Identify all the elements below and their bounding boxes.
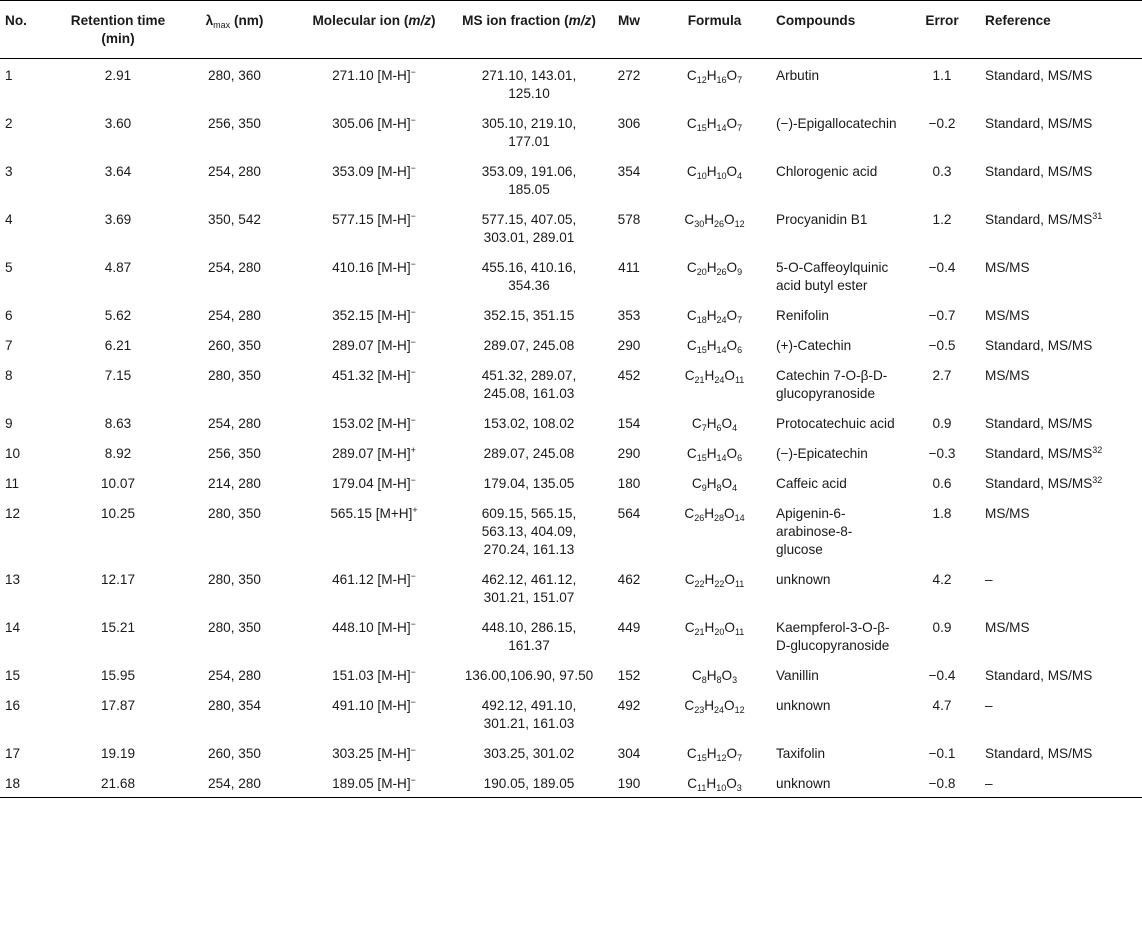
cell-retention-time: 21.68 — [100, 776, 136, 791]
cell-formula: $C_9H_8O_4$ — [691, 476, 738, 493]
cell-no: 2 — [5, 116, 13, 131]
cell-mw: 354 — [617, 164, 641, 179]
cell-mw: 272 — [617, 68, 641, 83]
table-row — [0, 407, 1142, 437]
cell-retention-time: 8.92 — [104, 446, 132, 461]
cell-mw: 154 — [617, 416, 641, 431]
cell-retention-time: 17.87 — [100, 698, 136, 713]
cell-lambda-max: 256, 350 — [208, 116, 261, 131]
cell-retention-time: 2.91 — [104, 68, 132, 83]
cell-mw: 462 — [617, 572, 641, 587]
cell-formula: $C_{15}H_{12}O_7$ — [686, 746, 743, 763]
cell-compound: Kaempferol-3-O-β-D-glucopyranoside — [776, 620, 890, 653]
cell-error: 2.7 — [932, 368, 952, 383]
cell-mw: 180 — [617, 476, 641, 491]
cell-retention-time: 5.62 — [104, 308, 132, 323]
cell-no: 16 — [5, 698, 21, 713]
cell-error: −0.1 — [928, 746, 956, 761]
cell-error: −0.7 — [928, 308, 956, 323]
cell-no: 18 — [5, 776, 21, 791]
cell-retention-time: 10.25 — [100, 506, 136, 521]
cell-lambda-max: 254, 280 — [208, 164, 261, 179]
cell-lambda-max: 260, 350 — [208, 338, 261, 353]
cell-no: 4 — [5, 212, 13, 227]
cell-error: 0.6 — [932, 476, 952, 491]
cell-formula: $C_{12}H_{16}O_7$ — [686, 68, 743, 85]
cell-ms-fraction: 136.00,106.90, 97.50 — [464, 668, 594, 683]
cell-retention-time: 8.63 — [104, 416, 132, 431]
cell-reference: MS/MS — [985, 506, 1030, 521]
cell-reference: Standard, MS/MS — [985, 68, 1093, 83]
cell-lambda-max: 350, 542 — [208, 212, 261, 227]
cell-error: −0.4 — [928, 260, 956, 275]
cell-reference: Standard, MS/MS — [985, 338, 1093, 353]
cell-retention-time: 4.87 — [104, 260, 132, 275]
table-row — [0, 251, 1142, 299]
cell-reference: Standard, MS/MS — [985, 116, 1093, 131]
cell-molecular-ion: 303.25 [M-H]− — [332, 745, 416, 761]
cell-lambda-max: 254, 280 — [208, 260, 261, 275]
cell-compound: Chlorogenic acid — [776, 164, 878, 179]
cell-compound: Renifolin — [776, 308, 829, 323]
cell-retention-time: 10.07 — [100, 476, 136, 491]
cell-error: 4.2 — [932, 572, 952, 587]
column-header: Mw — [618, 13, 640, 28]
cell-molecular-ion: 577.15 [M-H]− — [332, 211, 416, 227]
cell-molecular-ion: 151.03 [M-H]− — [332, 667, 416, 683]
column-header: Retention time (min) — [70, 13, 166, 46]
cell-error: −0.8 — [928, 776, 956, 791]
cell-ms-fraction: 190.05, 189.05 — [483, 776, 575, 791]
column-header: Molecular ion (m/z) — [312, 13, 436, 28]
cell-mw: 492 — [617, 698, 641, 713]
cell-formula: $C_{11}H_{10}O_3$ — [687, 776, 742, 793]
table-row — [0, 107, 1142, 155]
cell-mw: 564 — [617, 506, 641, 521]
cell-formula: $C_{22}H_{22}O_{11}$ — [684, 572, 745, 589]
cell-lambda-max: 254, 280 — [208, 308, 261, 323]
cell-error: −0.5 — [928, 338, 956, 353]
cell-mw: 411 — [618, 260, 640, 275]
cell-retention-time: 19.19 — [100, 746, 136, 761]
cell-retention-time: 3.64 — [104, 164, 132, 179]
column-header: Compounds — [776, 13, 856, 28]
cell-mw: 152 — [617, 668, 641, 683]
table-row — [0, 155, 1142, 203]
cell-compound: Procyanidin B1 — [776, 212, 868, 227]
cell-molecular-ion: 179.04 [M-H]− — [332, 475, 416, 491]
cell-error: 0.9 — [932, 620, 952, 635]
table-row — [0, 497, 1142, 563]
cell-formula: $C_{21}H_{24}O_{11}$ — [684, 368, 745, 385]
table-row — [0, 299, 1142, 329]
cell-mw: 578 — [617, 212, 641, 227]
cell-formula: $C_{15}H_{14}O_6$ — [686, 446, 743, 463]
cell-error: −0.3 — [928, 446, 956, 461]
cell-compound: Apigenin-6-arabinose-8-glucose — [776, 506, 853, 557]
cell-reference: Standard, MS/MS — [985, 668, 1093, 683]
cell-retention-time: 7.15 — [104, 368, 132, 383]
cell-mw: 353 — [617, 308, 641, 323]
cell-ms-fraction: 462.12, 461.12, 301.21, 151.07 — [481, 572, 577, 605]
cell-compound: Vanillin — [776, 668, 819, 683]
cell-mw: 452 — [617, 368, 641, 383]
cell-no: 14 — [5, 620, 21, 635]
table-row — [0, 659, 1142, 689]
cell-molecular-ion: 461.12 [M-H]− — [332, 571, 416, 587]
table-header — [0, 1, 1142, 59]
cell-ms-fraction: 271.10, 143.01, 125.10 — [481, 68, 577, 101]
cell-mw: 290 — [617, 338, 641, 353]
table-row — [0, 611, 1142, 659]
cell-error: 1.8 — [932, 506, 952, 521]
cell-formula: $C_7H_6O_4$ — [691, 416, 738, 433]
cell-molecular-ion: 491.10 [M-H]− — [332, 697, 416, 713]
cell-molecular-ion: 565.15 [M+H]+ — [330, 505, 418, 521]
cell-reference: – — [985, 698, 993, 713]
header-row — [0, 1, 1142, 59]
cell-compound: Arbutin — [776, 68, 820, 83]
cell-lambda-max: 280, 360 — [208, 68, 261, 83]
cell-mw: 304 — [617, 746, 641, 761]
cell-lambda-max: 254, 280 — [208, 776, 261, 791]
cell-no: 11 — [5, 476, 20, 491]
cell-reference: Standard, MS/MS — [985, 164, 1093, 179]
column-header: $\lambda_{max}$ (nm) — [205, 13, 264, 30]
cell-ms-fraction: 577.15, 407.05, 303.01, 289.01 — [481, 212, 577, 245]
cell-compound: Protocatechuic acid — [776, 416, 895, 431]
cell-ms-fraction: 353.09, 191.06, 185.05 — [481, 164, 577, 197]
cell-molecular-ion: 271.10 [M-H]− — [332, 67, 416, 83]
cell-no: 6 — [5, 308, 13, 323]
cell-molecular-ion: 448.10 [M-H]− — [332, 619, 416, 635]
cell-molecular-ion: 353.09 [M-H]− — [332, 163, 416, 179]
column-header: Reference — [985, 13, 1051, 28]
cell-reference: Standard, MS/MS — [985, 746, 1093, 761]
cell-lambda-max: 254, 280 — [208, 416, 261, 431]
cell-lambda-max: 214, 280 — [208, 476, 261, 491]
cell-formula: $C_{21}H_{20}O_{11}$ — [684, 620, 745, 637]
table-row — [0, 563, 1142, 611]
table-row — [0, 437, 1142, 467]
cell-no: 9 — [5, 416, 13, 431]
cell-reference: Standard, MS/MS$^{31}$ — [985, 211, 1103, 227]
table-body — [0, 59, 1142, 798]
cell-mw: 190 — [617, 776, 641, 791]
cell-mw: 449 — [617, 620, 641, 635]
cell-ms-fraction: 289.07, 245.08 — [483, 338, 575, 353]
cell-ms-fraction: 305.10, 219.10, 177.01 — [481, 116, 577, 149]
cell-compound: (−)-Epicatechin — [776, 446, 868, 461]
cell-no: 7 — [5, 338, 13, 353]
cell-lambda-max: 280, 350 — [208, 572, 261, 587]
cell-reference: MS/MS — [985, 308, 1030, 323]
cell-formula: $C_{10}H_{10}O_4$ — [686, 164, 743, 181]
cell-ms-fraction: 153.02, 108.02 — [483, 416, 575, 431]
cell-error: −0.4 — [928, 668, 956, 683]
cell-reference: MS/MS — [985, 620, 1030, 635]
table-row — [0, 203, 1142, 251]
cell-compound: 5-O-Caffeoylquinic acid butyl ester — [776, 260, 889, 293]
cell-molecular-ion: 305.06 [M-H]− — [332, 115, 416, 131]
cell-retention-time: 15.21 — [100, 620, 136, 635]
column-header: MS ion fraction (m/z) — [462, 13, 596, 28]
cell-formula: $C_{30}H_{26}O_{12}$ — [684, 212, 745, 229]
cell-mw: 306 — [617, 116, 641, 131]
cell-ms-fraction: 451.32, 289.07, 245.08, 161.03 — [481, 368, 577, 401]
cell-molecular-ion: 410.16 [M-H]− — [332, 259, 416, 275]
cell-lambda-max: 280, 350 — [208, 368, 261, 383]
cell-ms-fraction: 303.25, 301.02 — [483, 746, 575, 761]
cell-no: 15 — [5, 668, 21, 683]
cell-compound: Taxifolin — [776, 746, 826, 761]
cell-retention-time: 12.17 — [100, 572, 136, 587]
cell-molecular-ion: 289.07 [M-H]+ — [332, 445, 416, 461]
cell-no: 12 — [5, 506, 21, 521]
cell-reference: – — [985, 572, 993, 587]
cell-molecular-ion: 289.07 [M-H]− — [332, 337, 416, 353]
cell-compound: unknown — [776, 698, 831, 713]
cell-compound: Catechin 7-O-β-D-glucopyranoside — [776, 368, 888, 401]
cell-ms-fraction: 448.10, 286.15, 161.37 — [481, 620, 577, 653]
cell-error: 1.2 — [932, 212, 952, 227]
cell-ms-fraction: 352.15, 351.15 — [483, 308, 575, 323]
cell-error: −0.2 — [928, 116, 956, 131]
cell-no: 1 — [5, 68, 13, 83]
table-row — [0, 359, 1142, 407]
cell-error: 1.1 — [932, 68, 952, 83]
cell-compound: (−)-Epigallocatechin — [776, 116, 897, 131]
cell-ms-fraction: 609.15, 565.15, 563.13, 404.09, 270.24, 161.13 — [481, 506, 577, 557]
cell-reference: Standard, MS/MS$^{32}$ — [985, 445, 1103, 461]
cell-retention-time: 3.60 — [104, 116, 132, 131]
table-row — [0, 467, 1142, 497]
cell-molecular-ion: 153.02 [M-H]− — [332, 415, 416, 431]
cell-compound: (+)-Catechin — [776, 338, 852, 353]
cell-formula: $C_8H_8O_3$ — [691, 668, 738, 685]
cell-compound: Caffeic acid — [776, 476, 847, 491]
column-header: No. — [5, 13, 27, 28]
table-row — [0, 59, 1142, 108]
cell-formula: $C_{23}H_{24}O_{12}$ — [684, 698, 745, 715]
cell-no: 10 — [5, 446, 21, 461]
cell-ms-fraction: 289.07, 245.08 — [483, 446, 575, 461]
cell-lambda-max: 280, 350 — [208, 620, 261, 635]
column-header: Error — [925, 13, 959, 28]
cell-compound: unknown — [776, 572, 831, 587]
table-row — [0, 329, 1142, 359]
cell-formula: $C_{18}H_{24}O_7$ — [686, 308, 743, 325]
cell-no: 17 — [5, 746, 21, 761]
cell-ms-fraction: 179.04, 135.05 — [483, 476, 575, 491]
cell-lambda-max: 260, 350 — [208, 746, 261, 761]
column-header: Formula — [687, 13, 742, 28]
cell-reference: Standard, MS/MS$^{32}$ — [985, 475, 1103, 491]
cell-no: 13 — [5, 572, 21, 587]
cell-formula: $C_{26}H_{28}O_{14}$ — [684, 506, 745, 523]
table-row — [0, 767, 1142, 798]
cell-molecular-ion: 451.32 [M-H]− — [332, 367, 416, 383]
cell-no: 8 — [5, 368, 13, 383]
cell-molecular-ion: 189.05 [M-H]− — [332, 775, 416, 791]
cell-compound: unknown — [776, 776, 831, 791]
cell-reference: – — [985, 776, 993, 791]
cell-reference: MS/MS — [985, 368, 1030, 383]
cell-reference: MS/MS — [985, 260, 1030, 275]
cell-lambda-max: 254, 280 — [208, 668, 261, 683]
cell-lambda-max: 280, 350 — [208, 506, 261, 521]
cell-formula: $C_{20}H_{26}O_9$ — [686, 260, 743, 277]
cell-retention-time: 6.21 — [104, 338, 132, 353]
table-row — [0, 737, 1142, 767]
cell-mw: 290 — [617, 446, 641, 461]
cell-retention-time: 3.69 — [104, 212, 132, 227]
table-row — [0, 689, 1142, 737]
cell-molecular-ion: 352.15 [M-H]− — [332, 307, 416, 323]
cell-error: 0.9 — [932, 416, 952, 431]
cell-ms-fraction: 492.12, 491.10, 301.21, 161.03 — [481, 698, 577, 731]
cell-retention-time: 15.95 — [100, 668, 136, 683]
cell-lambda-max: 256, 350 — [208, 446, 261, 461]
cell-formula: $C_{15}H_{14}O_6$ — [686, 338, 743, 355]
cell-ms-fraction: 455.16, 410.16, 354.36 — [481, 260, 577, 293]
cell-error: 0.3 — [932, 164, 952, 179]
cell-no: 5 — [5, 260, 13, 275]
cell-error: 4.7 — [932, 698, 952, 713]
cell-lambda-max: 280, 354 — [208, 698, 261, 713]
cell-formula: $C_{15}H_{14}O_7$ — [686, 116, 743, 133]
cell-no: 3 — [5, 164, 13, 179]
cell-reference: Standard, MS/MS — [985, 416, 1093, 431]
